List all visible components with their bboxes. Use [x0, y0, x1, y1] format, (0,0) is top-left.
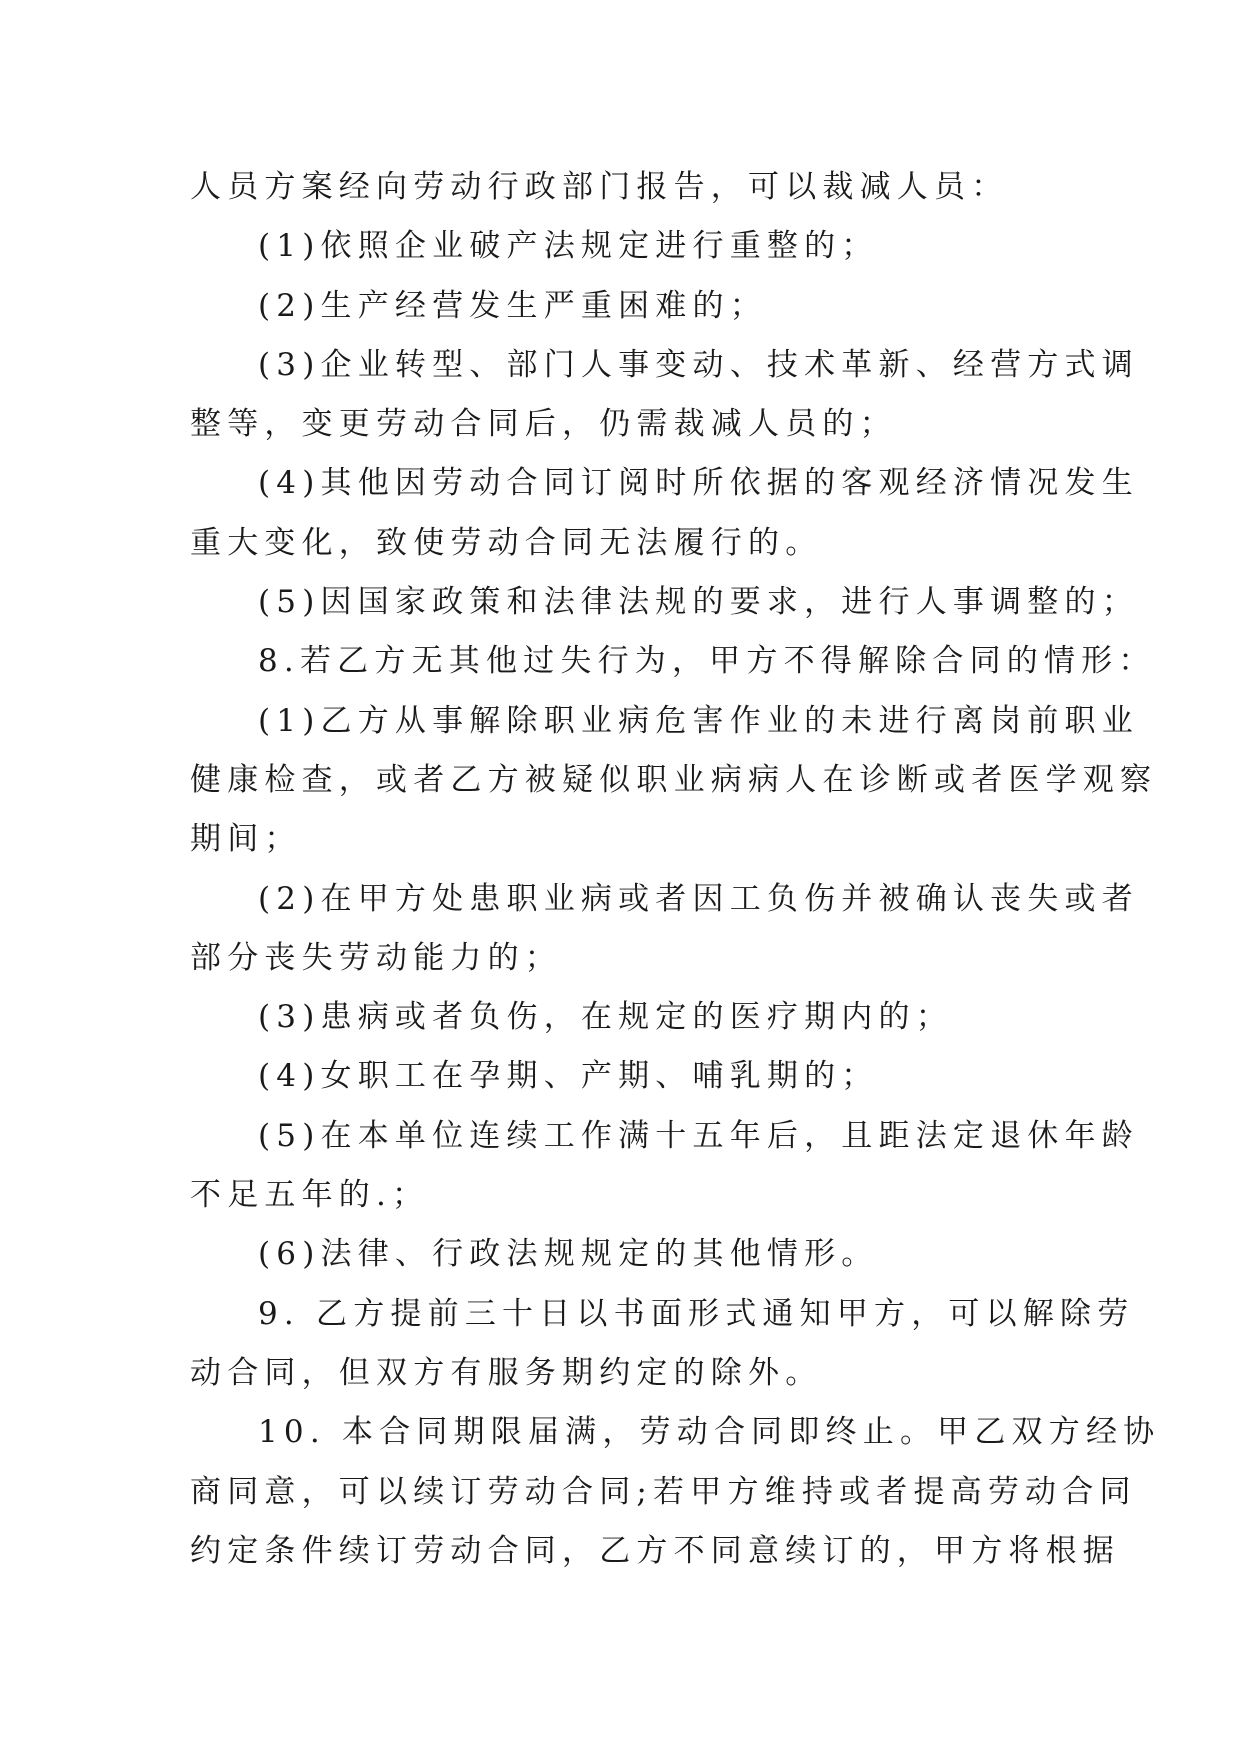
- text-line: (2)在甲方处患职业病或者因工负伤并被确认丧失或者: [258, 880, 1139, 917]
- text-line: (6)法律、行政法规规定的其他情形。: [258, 1236, 879, 1273]
- text-line: 动合同，但双方有服务期约定的除外。: [190, 1354, 823, 1391]
- text-line: 重大变化，致使劳动合同无法履行的。: [190, 524, 823, 561]
- text-line: (3)企业转型、部门人事变动、技术革新、经营方式调: [258, 346, 1139, 383]
- text-line: (5)因国家政策和法律法规的要求，进行人事调整的；: [258, 584, 1139, 621]
- text-line: 商同意，可以续订劳动合同;若甲方维持或者提高劳动合同: [190, 1473, 1137, 1510]
- document-body: [190, 158, 1161, 1581]
- text-line: (2)生产经营发生严重困难的；: [258, 287, 767, 324]
- text-line: 整等，变更劳动合同后，仍需裁减人员的；: [190, 406, 897, 443]
- text-line: (1)乙方从事解除职业病危害作业的未进行离岗前职业: [258, 702, 1139, 739]
- text-line: 部分丧失劳动能力的；: [190, 939, 562, 976]
- text-line: 人员方案经向劳动行政部门报告，可以裁减人员：: [190, 169, 1009, 205]
- text-line: (3)患病或者负伤，在规定的医疗期内的；: [258, 999, 953, 1036]
- text-line: 期间；: [190, 821, 302, 858]
- text-line: (4)其他因劳动合同订阅时所依据的客观经济情况发生: [258, 465, 1139, 502]
- text-line: 9. 乙方提前三十日以书面形式通知甲方，可以解除劳: [258, 1295, 1135, 1332]
- text-line: (5)在本单位连续工作满十五年后，且距法定退休年龄: [258, 1117, 1139, 1154]
- text-line: 不足五年的.；: [190, 1177, 430, 1214]
- text-line: 10. 本合同期限届满，劳动合同即终止。甲乙双方经协: [258, 1414, 1161, 1451]
- text-line: 健康检查，或者乙方被疑似职业病病人在诊断或者医学观察: [190, 761, 1158, 798]
- text-line: 8.若乙方无其他过失行为，甲方不得解除合同的情形：: [258, 643, 1156, 680]
- text-line: 约定条件续订劳动合同，乙方不同意续订的，甲方将根据: [190, 1532, 1120, 1569]
- text-line: (1)依照企业破产法规定进行重整的；: [258, 228, 879, 265]
- text-line: (4)女职工在孕期、产期、哺乳期的；: [258, 1058, 879, 1095]
